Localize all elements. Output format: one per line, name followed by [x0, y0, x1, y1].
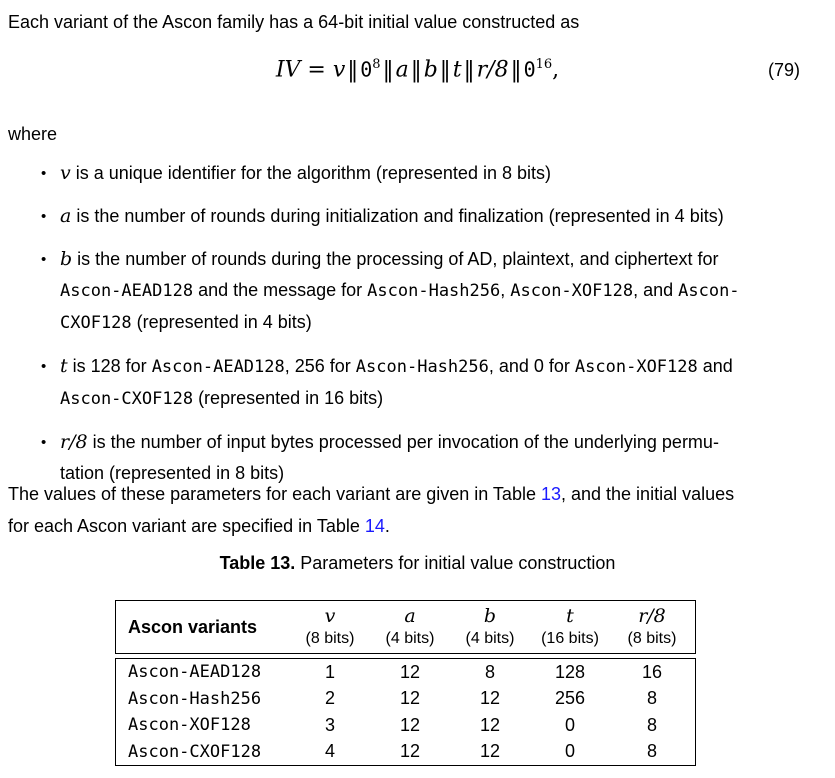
table-body: [115, 658, 696, 766]
table-row: [116, 739, 695, 766]
table-header: [115, 600, 696, 654]
math-var: b: [60, 248, 73, 270]
cell-v: 2: [324, 688, 335, 709]
parameter-definition-list: [8, 158, 827, 501]
math-var: r/8: [60, 431, 88, 453]
column-header-t: [530, 601, 610, 653]
text-segment: tation (represented in 8 bits): [60, 463, 285, 483]
concat-bar: ‖: [382, 57, 394, 83]
list-item-b: [8, 244, 827, 339]
cell-t: 256: [554, 688, 586, 709]
mono-text: Ascon-XOF128: [510, 281, 634, 301]
mono-text: Ascon-AEAD128: [151, 357, 285, 377]
table-ref-link[interactable]: 13: [540, 484, 561, 504]
math-text: ,: [552, 57, 560, 83]
cell-rate: 8: [646, 741, 657, 762]
cell-a: 12: [399, 714, 421, 735]
cell-b: 8: [484, 661, 495, 682]
text-segment: and: [697, 356, 733, 376]
cell-a: 12: [399, 661, 421, 682]
text-segment: is the number of rounds during the processing of AD, plaintext, and ciphertext for: [72, 249, 719, 269]
math-var: r/8: [476, 57, 509, 83]
column-symbol: b: [483, 605, 497, 627]
cell-v: 1: [324, 661, 335, 682]
table-13: [115, 600, 696, 766]
column-header-v: [290, 601, 370, 653]
concat-bar: ‖: [463, 57, 475, 83]
math-var: v: [332, 57, 346, 83]
list-item-text: [60, 432, 719, 483]
text-segment: ,: [500, 280, 511, 300]
cell-b: 12: [479, 741, 501, 762]
concat-bar: ‖: [410, 57, 422, 83]
cell-b: 12: [479, 714, 501, 735]
column-symbol: v: [324, 605, 336, 627]
cell-t: 0: [564, 714, 575, 735]
table-row: [116, 686, 695, 713]
column-bits: (4 bits): [385, 630, 435, 647]
table-row: [116, 659, 695, 686]
mono-text: Ascon-CXOF128: [60, 389, 194, 409]
equation-number: (79): [767, 60, 800, 80]
table-reference-paragraph: [8, 478, 827, 542]
math-text: =: [300, 57, 333, 83]
cell-rate: 8: [646, 688, 657, 709]
table-row: [116, 712, 695, 739]
cell-a: 12: [399, 741, 421, 762]
concat-bar: ‖: [439, 57, 451, 83]
math-var: t: [60, 355, 68, 377]
column-bits: (8 bits): [305, 630, 355, 647]
math-var: a: [395, 57, 409, 83]
cell-a: 12: [399, 688, 421, 709]
text-segment: is the number of input bytes processed per invocation of the underlying permu-: [87, 432, 719, 452]
mono-text: CXOF128: [60, 313, 132, 333]
concat-bar: ‖: [510, 57, 522, 83]
cell-t: 0: [564, 741, 575, 762]
text-segment: The values of these parameters for each variant are given in Table: [8, 484, 541, 504]
list-item-text: [60, 206, 724, 226]
cell-b: 12: [479, 688, 501, 709]
column-bits: (16 bits): [541, 630, 599, 647]
column-header-variants: Ascon variants: [128, 616, 258, 637]
equation-79: [0, 48, 835, 92]
list-item-text: [60, 249, 740, 332]
superscript: 8: [372, 57, 381, 73]
list-item-v: [8, 158, 827, 189]
column-bits: (4 bits): [465, 630, 515, 647]
mono-zero: 0: [523, 57, 536, 82]
column-symbol: r/8: [638, 605, 666, 627]
mono-text: Ascon-: [678, 281, 740, 301]
mono-zero: 0: [360, 57, 373, 82]
math-var: IV: [275, 57, 301, 83]
math-var: b: [423, 57, 438, 83]
variant-name: Ascon-Hash256: [128, 688, 262, 709]
text-segment: is 128 for: [67, 356, 152, 376]
text-segment: (represented in 4 bits): [131, 312, 312, 332]
list-item-a: [8, 201, 827, 232]
cell-rate: 8: [646, 714, 657, 735]
math-var: a: [60, 205, 72, 227]
mono-text: Ascon-Hash256: [355, 357, 489, 377]
column-header-rate: [610, 601, 694, 653]
mono-text: Ascon-XOF128: [574, 357, 698, 377]
text-segment: , and: [633, 280, 679, 300]
text-segment: and the message for: [193, 280, 368, 300]
text-segment: , and the initial values: [561, 484, 735, 504]
mono-text: Ascon-Hash256: [367, 281, 501, 301]
text-segment: , and 0 for: [488, 356, 575, 376]
mono-text: Ascon-AEAD128: [60, 281, 194, 301]
table-caption-text: Parameters for initial value construction: [300, 553, 616, 573]
variant-name: Ascon-CXOF128: [128, 741, 262, 762]
list-item-t: [8, 351, 827, 415]
math-var: v: [60, 162, 71, 184]
text-segment: is a unique identifier for the algorithm (represented in 8 bits): [70, 163, 551, 183]
table-caption: [0, 551, 835, 575]
math-var: t: [452, 57, 462, 83]
intro-paragraph: Each variant of the Ascon family has a 64-bit initial value constructed as: [8, 12, 580, 32]
bullet-icon: •: [41, 165, 47, 182]
superscript: 16: [535, 57, 553, 73]
text-segment: is the number of rounds during initialization and finalization (represented in 4 bits): [71, 206, 724, 226]
where-label: where: [8, 124, 58, 144]
list-item-text: [60, 356, 733, 408]
text-segment: for each Ascon variant are specified in Table: [8, 516, 365, 536]
table-ref-link[interactable]: 14: [364, 516, 385, 536]
concat-bar: ‖: [347, 57, 359, 83]
column-symbol: a: [404, 605, 416, 627]
table-caption-label: Table 13.: [219, 553, 296, 573]
column-header-a: [370, 601, 450, 653]
variant-name: Ascon-XOF128: [128, 715, 251, 736]
text-segment: (represented in 16 bits): [193, 388, 384, 408]
text-segment: , 256 for: [284, 356, 356, 376]
bullet-icon: •: [41, 208, 47, 225]
list-item-text: [60, 163, 551, 183]
variant-name: Ascon-AEAD128: [128, 662, 262, 683]
bullet-icon: •: [41, 434, 47, 451]
column-header-b: [450, 601, 530, 653]
bullet-icon: •: [41, 251, 47, 268]
text-segment: .: [384, 516, 390, 536]
cell-v: 3: [324, 714, 335, 735]
column-bits: (8 bits): [627, 630, 677, 647]
cell-rate: 16: [641, 661, 663, 682]
bullet-icon: •: [41, 358, 47, 375]
column-symbol: t: [566, 605, 574, 627]
cell-t: 128: [554, 661, 586, 682]
iv-formula: [276, 57, 559, 82]
cell-v: 4: [324, 741, 335, 762]
